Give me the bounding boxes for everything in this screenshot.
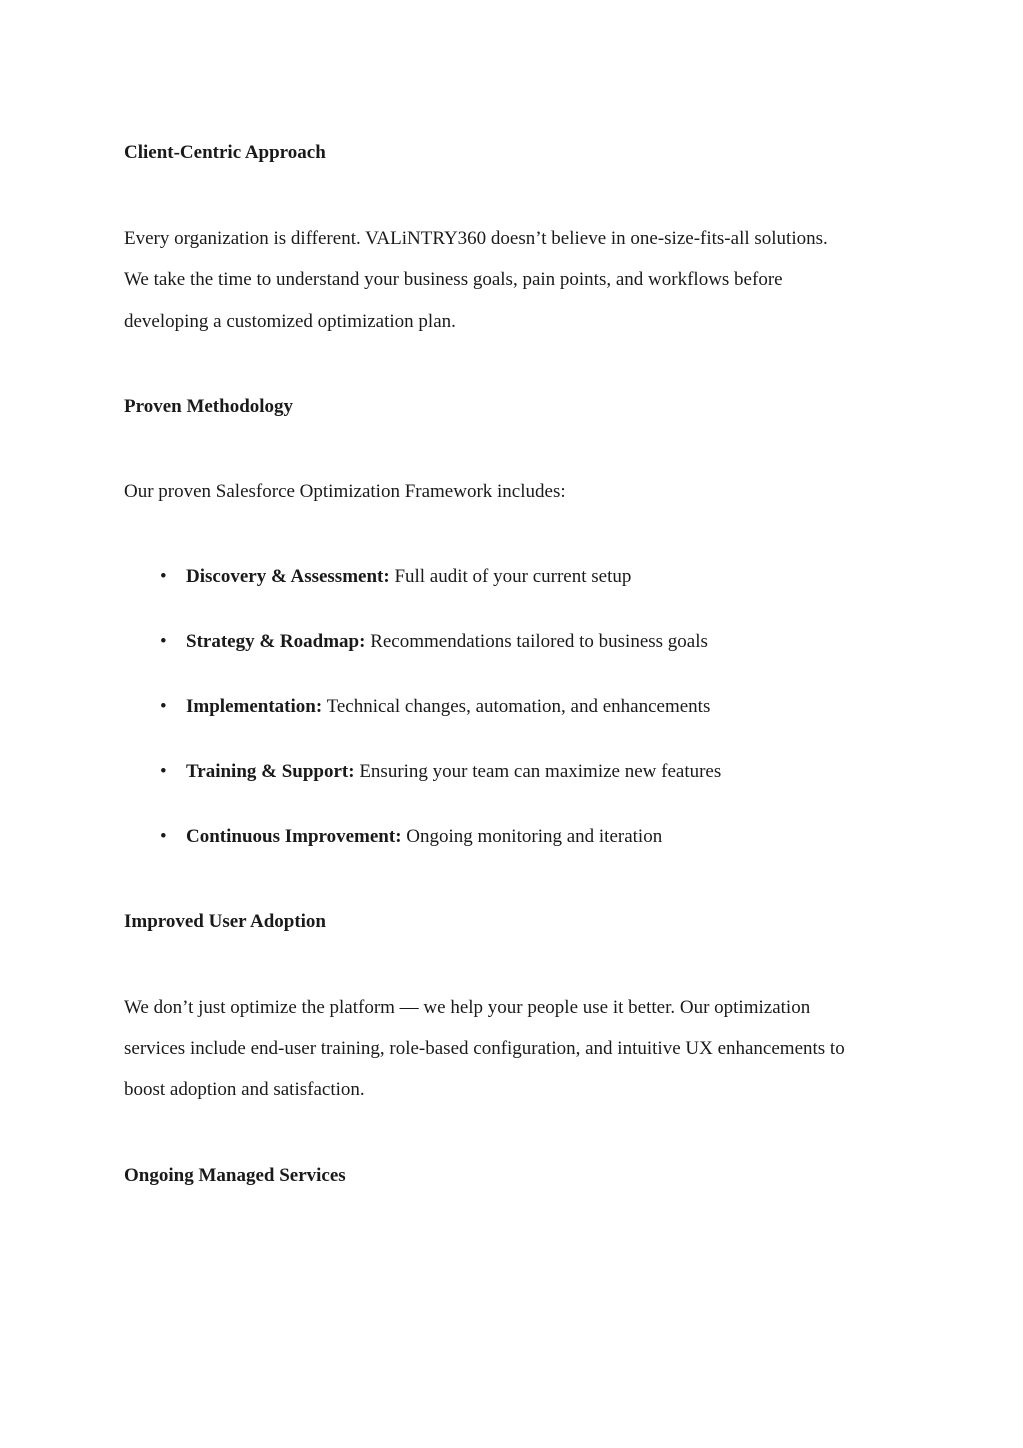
paragraph-intro: Our proven Salesforce Optimization Framework includes: <box>124 481 566 502</box>
heading-improved-user-adoption: Improved User Adoption <box>124 911 326 932</box>
list-item-label: Training & Support: <box>186 761 355 782</box>
list-item <box>160 566 631 588</box>
list-item <box>160 761 721 783</box>
paragraph-line: services include end-user training, role-based configuration, and intuitive UX enhancements to <box>124 1038 845 1059</box>
heading-ongoing-managed-services: Ongoing Managed Services <box>124 1165 346 1186</box>
list-item-text: Full audit of your current setup <box>389 566 632 587</box>
heading-proven-methodology: Proven Methodology <box>124 396 294 417</box>
list-item-text: Ongoing monitoring and iteration <box>401 826 663 847</box>
paragraph-line: We don’t just optimize the platform — we help your people use it better. Our optimization <box>124 997 811 1018</box>
paragraph-line: developing a customized optimization plan. <box>124 311 456 332</box>
list-item <box>160 826 662 848</box>
heading-client-centric-approach: Client-Centric Approach <box>124 142 326 163</box>
bullet-glyph: • <box>160 696 167 717</box>
bullet-glyph: • <box>160 826 167 847</box>
list-item-text: Ensuring your team can maximize new features <box>354 761 722 782</box>
list-item-label: Strategy & Roadmap: <box>186 631 366 652</box>
list-item-label: Implementation: <box>186 696 323 717</box>
paragraph-line: We take the time to understand your business goals, pain points, and workflows before <box>124 269 783 290</box>
list-item <box>160 631 708 653</box>
list-item-label: Discovery & Assessment: <box>186 566 390 587</box>
bullet-glyph: • <box>160 761 167 782</box>
bullet-glyph: • <box>160 566 167 587</box>
paragraph-line: Every organization is different. VALiNTRY360 doesn’t believe in one-size-fits-all solutions. <box>124 228 828 249</box>
bullet-glyph: • <box>160 631 167 652</box>
paragraph-line: boost adoption and satisfaction. <box>124 1079 365 1100</box>
list-item <box>160 696 710 718</box>
list-item-text: Recommendations tailored to business goals <box>365 631 708 652</box>
list-item-text: Technical changes, automation, and enhancements <box>322 696 711 717</box>
list-item-label: Continuous Improvement: <box>186 826 402 847</box>
